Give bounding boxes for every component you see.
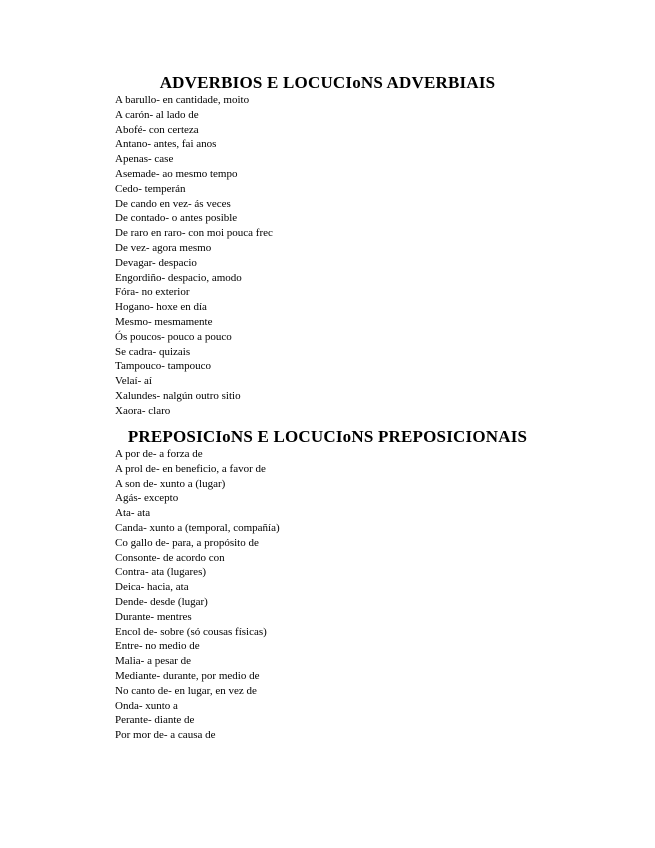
list-item: De vez- agora mesmo	[115, 241, 212, 254]
list-item: Agás- excepto	[115, 492, 179, 505]
list-item: No canto de- en lugar, en vez de	[115, 684, 257, 697]
list-item: Devagar- despacio	[115, 256, 197, 269]
list-item: Cedo- temperán	[115, 182, 186, 195]
list-item: Deica- hacia, ata	[115, 581, 189, 594]
list-item: Contra- ata (lugares)	[115, 566, 207, 579]
list-item: Fóra- no exterior	[115, 286, 190, 299]
list-item: Perante- diante de	[115, 714, 195, 727]
list-item: Mediante- durante, por medio de	[115, 669, 260, 682]
list-item: Co gallo de- para, a propósito de	[115, 536, 259, 549]
list-item: Dende- desde (lugar)	[115, 595, 208, 608]
list-item: Abofé- con certeza	[115, 123, 199, 136]
list-item: A prol de- en beneficio, a favor de	[115, 462, 266, 475]
list-item: Velaí- aí	[115, 375, 152, 388]
preposicions-list	[115, 447, 280, 743]
list-item: Durante- mentres	[115, 610, 192, 623]
adverbios-list	[115, 93, 273, 419]
list-item: A carón- al lado de	[115, 108, 199, 121]
list-item: A por de- a forza de	[115, 448, 203, 460]
list-item: Engordiño- despacio, amodo	[115, 271, 242, 284]
list-item: De contado- o antes posible	[115, 212, 238, 225]
list-item: Se cadra- quizais	[115, 345, 191, 358]
list-item: Ata- ata	[115, 507, 151, 520]
list-item: Por mor de- a causa de	[115, 729, 216, 742]
list-item: Malia- a pesar de	[115, 655, 192, 668]
section-title-adverbios: ADVERBIOS E LOCUCIoNS ADVERBIAIS	[159, 73, 496, 92]
list-item: A son de- xunto a (lugar)	[115, 477, 226, 490]
list-item: Hogano- hoxe en día	[115, 301, 207, 314]
list-item: De cando en vez- ás veces	[115, 197, 231, 210]
list-item: Onda- xunto a	[115, 699, 178, 712]
list-item: Entre- no medio de	[115, 640, 200, 653]
list-item: A barullo- en cantidade, moito	[115, 94, 250, 106]
list-item: Mesmo- mesmamente	[115, 315, 213, 328]
list-item: Consonte- de acordo con	[115, 551, 225, 564]
list-item: Ós poucos- pouco a pouco	[115, 330, 232, 343]
list-item: Asemade- ao mesmo tempo	[115, 167, 238, 180]
list-item: Xaora- claro	[115, 404, 171, 417]
list-item: Antano- antes, fai anos	[115, 138, 217, 151]
list-item: Encol de- sobre (só cousas físicas)	[115, 625, 267, 638]
list-item: De raro en raro- con moi pouca frec	[115, 227, 273, 240]
section-title-preposicions: PREPOSICIoNS E LOCUCIoNS PREPOSICIONAIS	[127, 427, 528, 446]
list-item: Apenas- case	[115, 153, 174, 166]
list-item: Xalundes- nalgún outro sitio	[115, 389, 241, 402]
list-item: Canda- xunto a (temporal, compañía)	[115, 521, 280, 534]
list-item: Tampouco- tampouco	[115, 360, 212, 373]
